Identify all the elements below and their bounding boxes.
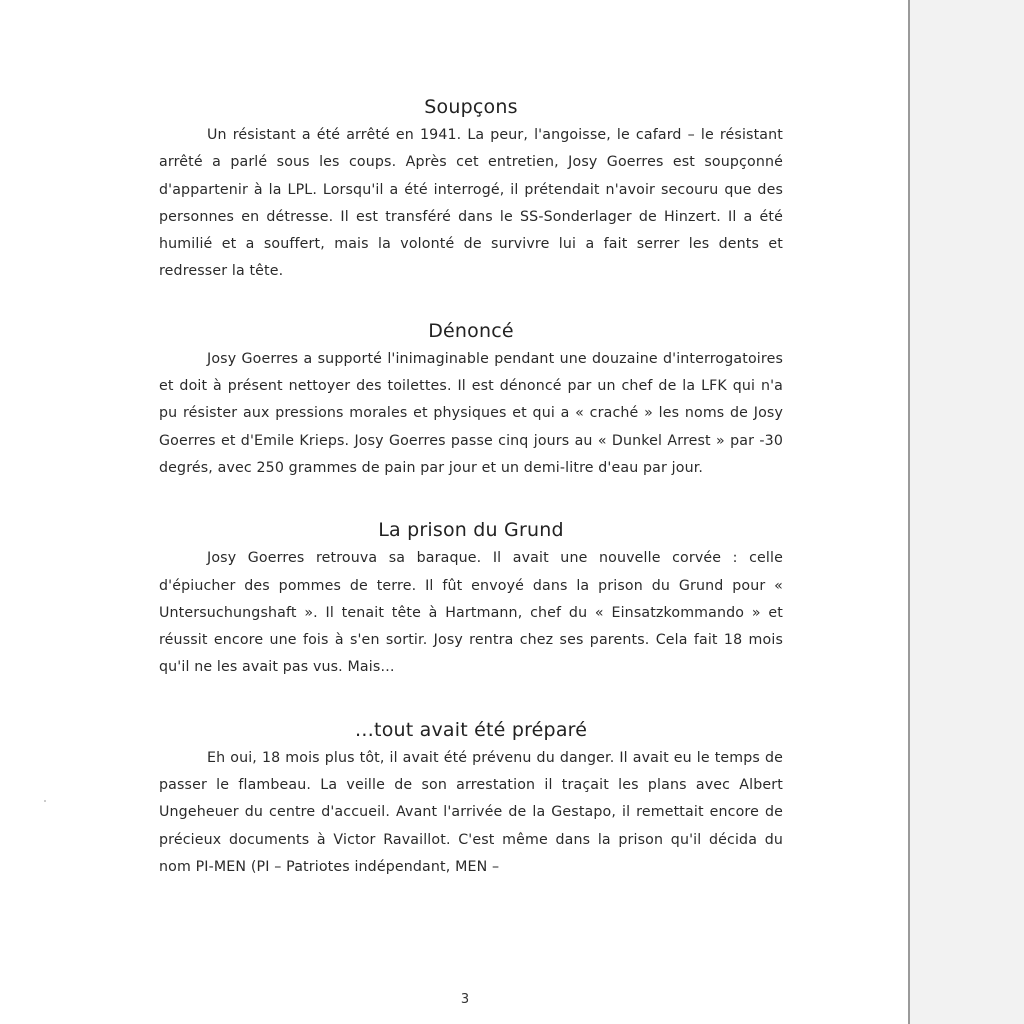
page-content [159,92,783,881]
section-paragraph: Eh oui, 18 mois plus tôt, il avait été prévenu du danger. Il avait eu le temps de passer le flambeau. La veille de son arrestation il traçait les plans avec Albert Ungeheuer du centre d'accueil. Avant l'arrivée de la Gestapo, il remettait encore de précieux documents à Victor Ravaillot. C'est même dans la prison qu'il décida du nom PI-MEN (PI – Patriotes indépendant, MEN – [159,749,783,875]
section-paragraph: Josy Goerres a supporté l'inimaginable pendant une douzaine d'interrogatoires et doit à présent nettoyer des toilettes. Il est dénoncé par un chef de la LFK qui n'a pu résister aux pressions morales et physiques et qui a « craché » les noms de Josy Goerres et d'Emile Krieps. Josy Goerres passe cinq jours au « Dunkel Arrest » par -30 degrés, avec 250 grammes de pain par jour et un demi-litre d'eau par jour. [159,350,783,476]
page-number: 3 [460,992,470,1007]
section-prison-du-grund [159,515,783,681]
scan-margin [910,0,1024,1024]
section-title: …tout avait été préparé [354,718,588,741]
section-soupcons [159,92,783,286]
section-title: Dénoncé [428,319,514,342]
section-paragraph: Un résistant a été arrêté en 1941. La peur, l'angoisse, le cafard – le résistant arrêté a parlé sous les coups. Après cet entretien, Josy Goerres est soupçonné d'appartenir à la LPL. Lorsqu'il a été interrogé, il prétendait n'avoir secouru que des personnes en détresse. Il est transféré dans le SS-Sonderlager de Hinzert. Il a été humilié et a souffert, mais la volonté de survivre lui a fait serrer les dents et redresser la tête. [159,127,783,280]
section-denonce [159,316,783,482]
section-title: La prison du Grund [378,519,564,542]
scan-speck [44,800,46,802]
section-title: Soupçons [424,96,518,118]
section-paragraph: Josy Goerres retrouva sa baraque. Il avait une nouvelle corvée : celle d'épiucher des pommes de terre. Il fût envoyé dans la prison du Grund pour « Untersuchungshaft ». Il tenait tête à Hartmann, chef du « Einsatzkommando » et réussit encore une fois à s'en sortir. Josy rentra chez ses parents. Cela fait 18 mois qu'il ne les avait pas vus. Mais… [159,550,783,676]
section-tout-avait-ete-prepare [159,715,783,881]
